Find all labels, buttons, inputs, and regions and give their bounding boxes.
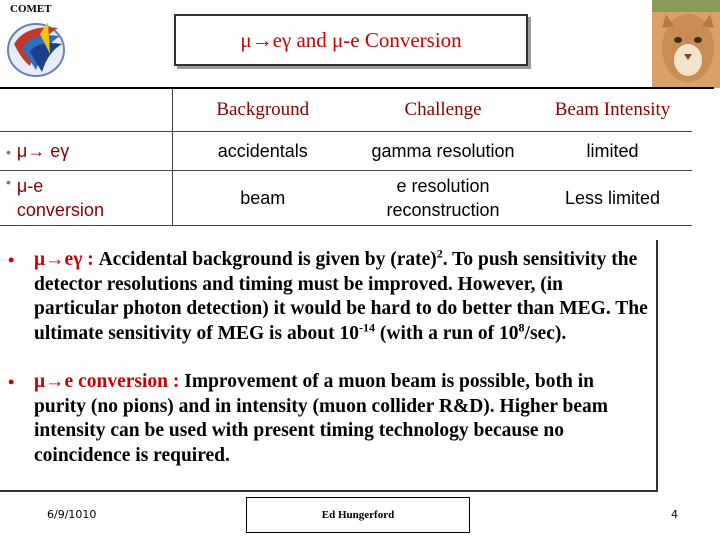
page-number: 4 [671,508,678,521]
superscript: -14 [359,320,375,334]
superscript: 2 [436,246,443,261]
cougar-icon [652,0,720,88]
row-label-text: μ→ eγ [16,140,70,161]
bullet-body: (with a run of 10 [375,322,519,344]
col-header-beam-intensity: Beam Intensity [554,99,671,120]
bullet-paragraph [8,370,648,468]
row-label-mu-e-conversion [0,171,172,226]
comparison-table [0,89,692,226]
bullet-lead: μ→e conversion : [34,371,180,392]
table-cell: beam [172,171,353,226]
col-header-challenge: Challenge [404,99,482,120]
title-box [174,14,528,66]
footer-author: Ed Hungerford [321,509,395,521]
row-label-mu-egamma [0,132,172,171]
slide-title: μ→eγ and μ-e Conversion [240,27,462,52]
table-cell: Less limited [533,171,692,226]
bullet-paragraph [8,248,648,346]
bullet-icon: • [8,250,15,270]
bullet-icon: • [6,143,11,160]
table-row [0,132,692,171]
table-cell: accidentals [172,132,353,171]
table-cell [353,171,533,226]
table-cell-text: e resolution reconstruction [386,176,500,220]
table-header-row [0,89,692,132]
table-cell: limited [533,132,692,171]
row-label-text: μ-e conversion [16,176,104,220]
comet-logo-icon [0,14,80,80]
body-text-box [0,240,658,492]
table-row [0,171,692,226]
col-header-background: Background [216,99,310,120]
bullet-body: . To push sensitivity the detector resolutions and timing must be improved. However, (in particular photon detection) it would be hard to do better than MEG. The ultimate sensitivity of MEG is about 10 [34,249,648,344]
bullet-body: /sec). [524,322,567,344]
bullet-icon: • [6,174,11,190]
bullet-body: Accidental background is given by (rate) [98,249,437,270]
bullet-body: Improvement of a muon beam is possible, both in purity (no pions) and in intensity (muon collider R&D). Higher beam intensity can be used with present timing technology because no coincidence is required. [34,371,609,466]
bullet-text [34,248,648,346]
superscript: 8 [518,320,525,334]
table-corner-cell [0,89,172,132]
bullet-text [34,370,648,468]
bullet-lead: μ→eγ : [34,249,94,270]
footer-date: 6/9/1010 [47,508,97,521]
logo-text: COMET [10,3,52,15]
bullet-icon: • [8,372,15,392]
table-cell: gamma resolution [353,132,533,171]
footer-author-box [246,497,470,533]
